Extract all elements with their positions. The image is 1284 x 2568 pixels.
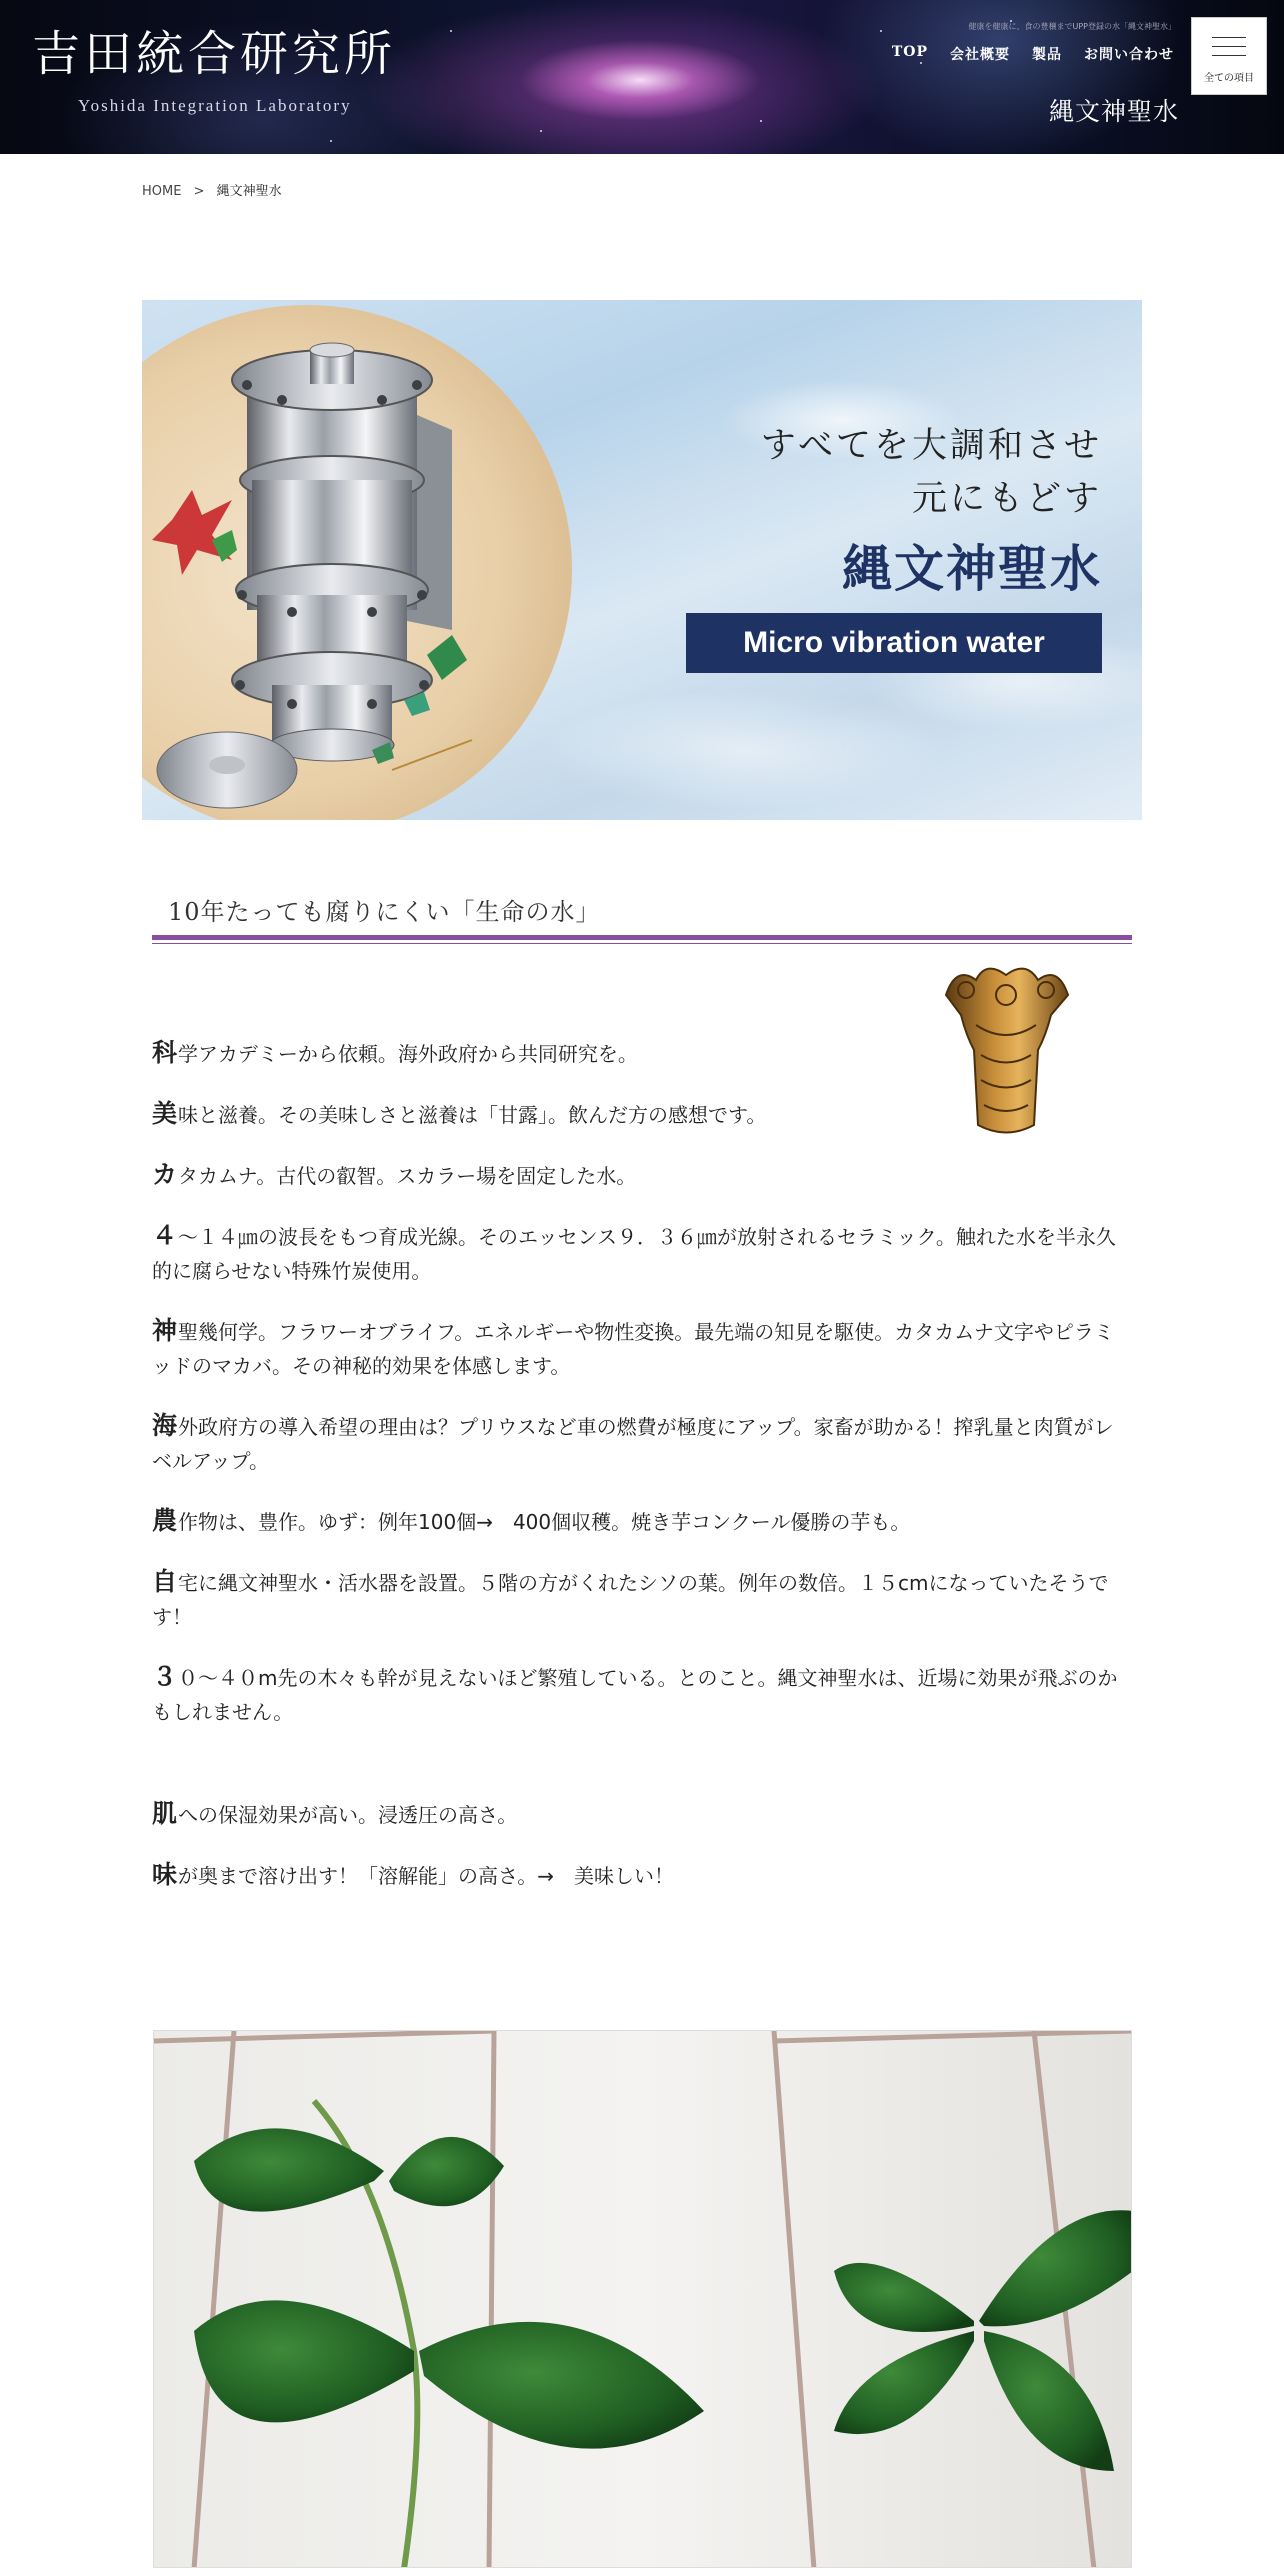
site-header [0,0,1284,154]
feature-item [152,1660,1120,1729]
leaf-illustration [154,2031,1132,2568]
feature-text: が奥まで溶け出す！「溶解能」の高さ。→ 美味しい！ [178,1864,674,1888]
hero-tagline-2: 元にもどす [911,478,1102,519]
feature-item [152,1219,1120,1288]
header-tagline: 健康を健康に、食の豊穣までUPP登録の水「縄文神聖水」 [968,22,1176,31]
hamburger-icon [1212,37,1246,57]
main-nav [892,44,1174,64]
all-items-menu-button[interactable] [1191,17,1267,95]
star-decoration [450,30,452,32]
feature-text: 作物は、豊作。ゆず：例年100個→ 400個収穫。焼き芋コンクール優勝の芋も。 [178,1510,911,1534]
feature-item [152,1504,1120,1539]
leaf-photo [153,2030,1132,2568]
breadcrumb-current: 縄文神聖水 [216,184,282,199]
hero-tagline-1: すべてを大調和させ [760,426,1102,466]
feature-item [152,1565,1120,1634]
nav-contact[interactable]: お問い合わせ [1084,47,1174,63]
feature-lead-char: 農 [152,1506,178,1535]
feature-lead-char: 肌 [152,1799,178,1828]
feature-lead-char: 神 [152,1316,178,1345]
feature-list [152,1036,1120,1919]
feature-text: 味と滋養。その美味しさと滋養は「甘露」。飲んだ方の感想です。 [178,1103,767,1127]
feature-lead-char: カ [152,1160,178,1189]
feature-text: への保湿効果が高い。浸透圧の高さ。 [178,1803,518,1827]
hero-title: 縄文神聖水 [842,540,1102,598]
feature-text: ０～４０m先の木々も幹が見えないほど繁殖している。とのこと。縄文神聖水は、近場に効果が飛ぶのかもしれません。 [152,1666,1118,1724]
feature-item [152,1314,1120,1383]
feature-text: 宅に縄文神聖水・活水器を設置。５階の方がくれたシソの葉。例年の数倍。１５cmになっていたそうです！ [152,1571,1109,1629]
feature-text: ～１４㎛の波長をもつ育成光線。そのエッセンス９．３６㎛が放射されるセラミック。触れた水を半永久的に腐らせない特殊竹炭使用。 [152,1225,1116,1283]
feature-text: 外政府方の導入希望の理由は？プリウスなど車の燃費が極度にアップ。家畜が助かる！搾乳量と肉質がレベルアップ。 [152,1415,1114,1473]
feature-lead-char: ４ [152,1221,178,1250]
feature-item [152,1797,1120,1832]
feature-item [152,1858,1120,1893]
feature-text: タカムナ。古代の叡智。スカラー場を固定した水。 [178,1164,637,1188]
section-title: 10年たっても腐りにくい「生命の水」 [168,898,601,926]
breadcrumb-home-link[interactable]: HOME [142,184,182,199]
menu-button-label: 全ての項目 [1204,72,1254,84]
feature-text: 学アカデミーから依頼。海外政府から共同研究を。 [178,1042,638,1066]
star-decoration [760,120,762,122]
spacer [152,1755,1120,1797]
hero-banner [142,300,1142,820]
feature-lead-char: ３ [152,1662,178,1691]
breadcrumb [142,180,282,199]
feature-lead-char: 科 [152,1038,178,1067]
logo-title: 吉田統合研究所 [32,26,397,82]
feature-item [152,1097,1120,1132]
feature-lead-char: 自 [152,1567,178,1596]
star-decoration [540,130,542,132]
logo-subtitle: Yoshida Integration Laboratory [78,96,352,115]
feature-item [152,1409,1120,1478]
feature-lead-char: 美 [152,1099,178,1128]
nav-top[interactable]: TOP [891,44,928,60]
feature-item [152,1036,1120,1071]
breadcrumb-separator: > [193,184,205,199]
hero-copy [686,420,1102,673]
star-decoration [330,140,332,142]
hero-badge: Micro vibration water [686,613,1102,673]
feature-item [152,1158,1120,1193]
feature-lead-char: 味 [152,1860,178,1889]
feature-lead-char: 海 [152,1411,178,1440]
section-heading [152,884,1132,940]
nav-products[interactable]: 製品 [1032,47,1062,63]
current-page-label: 縄文神聖水 [1048,97,1179,126]
nav-company[interactable]: 会社概要 [950,47,1010,63]
feature-text: 聖幾何学。フラワーオブライフ。エネルギーや物性変換。最先端の知見を駆使。カタカムナ文字やピラミッドのマカバ。その神秘的効果を体感します。 [152,1320,1114,1378]
